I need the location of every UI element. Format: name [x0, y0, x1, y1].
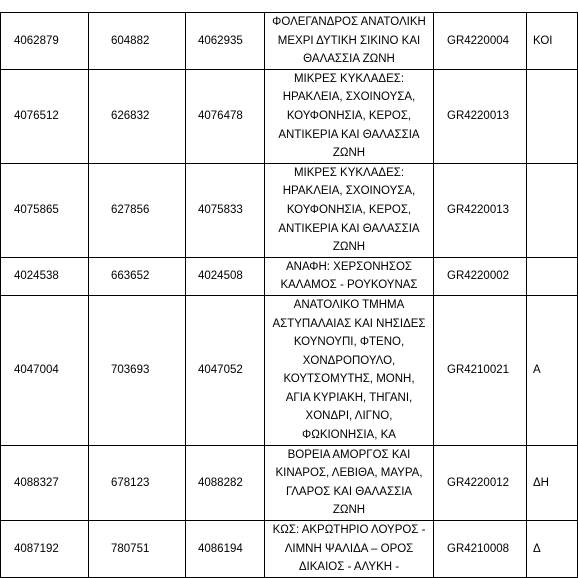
area-line: ΚΑΛΑΜΟΣ - ΡΟΥΚΟΥΝΑΣ [280, 279, 418, 292]
area-line: ΗΡΑΚΛΕΙΑ, ΣΧΟΙΝΟΥΣΑ, [282, 185, 416, 198]
cell-truncated: ΚΟΙ [527, 13, 578, 70]
cell-site-code: GR4220013 [434, 69, 527, 163]
table-body [1, 13, 578, 578]
cell-site-code: GR4220013 [434, 163, 527, 257]
cell-truncated [527, 69, 578, 163]
cell-truncated: Α [527, 295, 578, 445]
cell-id-3: 4076478 [186, 69, 265, 163]
cell-site-code: GR4220004 [434, 13, 527, 70]
area-line: ΒΟΡΕΙΑ ΑΜΟΡΓΟΣ ΚΑΙ [287, 448, 411, 461]
area-line: ΧΟΝΔΡΙ, ΛΙΓΝΟ, [305, 410, 393, 423]
table-row [1, 295, 578, 445]
table-row [1, 13, 578, 70]
table-row [1, 163, 578, 257]
cell-id-3: 4088282 [186, 445, 265, 520]
cell-id-2: 627856 [89, 163, 186, 257]
area-line: ΖΩΝΗ [332, 504, 366, 517]
cell-id-2: 678123 [89, 445, 186, 520]
cell-id-1: 4088327 [1, 445, 89, 520]
area-line: ΑΝΑΤΟΛΙΚΟ ΤΜΗΜΑ [293, 298, 405, 311]
area-line: ΚΟΥΝΟΥΠΙ, ΦΤΕΝΟ, [293, 336, 405, 349]
area-line: ΓΛΑΡΟΣ ΚΑΙ ΘΑΛΑΣΣΙΑ [285, 485, 413, 498]
area-line: ΜΙΚΡΕΣ ΚΥΚΛΑΔΕΣ: [293, 166, 405, 179]
area-line: ΘΑΛΑΣΣΙΑ ΖΩΝΗ [303, 53, 395, 66]
cell-site-code: GR4210021 [434, 295, 527, 445]
cell-id-2: 663652 [89, 257, 186, 295]
area-line: ΖΩΝΗ [332, 241, 366, 254]
cell-id-3: 4024508 [186, 257, 265, 295]
area-line: ΑΝΤΙΚΕΡΙΑ ΚΑΙ ΘΑΛΑΣΣΙΑ [278, 128, 420, 141]
area-line: ΑΣΤΥΠΑΛΑΙΑΣ ΚΑΙ ΝΗΣΙΔΕΣ [272, 317, 426, 330]
sites-table [0, 12, 578, 578]
area-line: ΧΟΝΔΡΟΠΟΥΛΟ, [302, 354, 396, 367]
cell-id-1: 4087192 [1, 521, 89, 578]
cell-area-name [265, 163, 434, 257]
area-line: ΜΙΚΡΕΣ ΚΥΚΛΑΔΕΣ: [293, 72, 405, 85]
table-row [1, 69, 578, 163]
table-row [1, 445, 578, 520]
table-row [1, 257, 578, 295]
cell-id-1: 4062879 [1, 13, 89, 70]
cell-site-code: GR4220002 [434, 257, 527, 295]
cell-id-3: 4047052 [186, 295, 265, 445]
cell-id-2: 604882 [89, 13, 186, 70]
area-line: ΗΡΑΚΛΕΙΑ, ΣΧΟΙΝΟΥΣΑ, [282, 91, 416, 104]
area-line: ΔΙΚΑΙΟΣ - ΑΛΥΚΗ - [298, 561, 400, 574]
area-line: ΖΩΝΗ [332, 147, 366, 160]
cell-truncated: Δ [527, 521, 578, 578]
area-line: ΚΟΥΤΣΟΜΥΤΗΣ, ΜΟΝΗ, [283, 373, 415, 386]
cell-site-code: GR4220012 [434, 445, 527, 520]
cell-id-1: 4075865 [1, 163, 89, 257]
cell-id-2: 703693 [89, 295, 186, 445]
area-line: ΚΩΣ: ΑΚΡΩΤΗΡΙΟ ΛΟΥΡΟΣ - [272, 524, 426, 537]
area-line: ΚΟΥΦΟΝΗΣΙΑ, ΚΕΡΟΣ, [286, 109, 412, 122]
cell-site-code: GR4210008 [434, 521, 527, 578]
area-line: ΑΓΙΑ ΚΥΡΙΑΚΗ, ΤΗΓΑΝΙ, [285, 391, 413, 404]
cell-truncated [527, 257, 578, 295]
cell-truncated [527, 163, 578, 257]
cell-id-1: 4076512 [1, 69, 89, 163]
area-line: ΛΙΜΝΗ ΨΑΛΙΔΑ – ΟΡΟΣ [284, 542, 414, 555]
cell-id-1: 4024538 [1, 257, 89, 295]
cell-id-3: 4062935 [186, 13, 265, 70]
area-line: ΦΟΛΕΓΑΝΔΡΟΣ ΑΝΑΤΟΛΙΚΗ [272, 16, 426, 28]
area-line: ΚΙΝΑΡΟΣ, ΛΕΒΙΘΑ, ΜΑΥΡΑ, [275, 467, 423, 480]
cell-id-3: 4075833 [186, 163, 265, 257]
cell-id-2: 626832 [89, 69, 186, 163]
cell-area-name [265, 521, 434, 578]
area-line: ΦΩΚΙΟΝΗΣΙΑ, ΚΑ [302, 429, 396, 442]
area-line: ΑΝΤΙΚΕΡΙΑ ΚΑΙ ΘΑΛΑΣΣΙΑ [278, 222, 420, 235]
cell-id-3: 4086194 [186, 521, 265, 578]
cell-id-1: 4047004 [1, 295, 89, 445]
cell-area-name [265, 69, 434, 163]
cell-area-name [265, 13, 434, 70]
cell-area-name [265, 257, 434, 295]
table-row [1, 521, 578, 578]
area-line: ΑΝΑΦΗ: ΧΕΡΣΟΝΗΣΟΣ [285, 260, 413, 273]
cell-truncated: ΔΗ [527, 445, 578, 520]
cell-area-name [265, 295, 434, 445]
area-line: ΚΟΥΦΟΝΗΣΙΑ, ΚΕΡΟΣ, [286, 203, 412, 216]
cell-id-2: 780751 [89, 521, 186, 578]
cell-area-name [265, 445, 434, 520]
area-line: ΜΕΧΡΙ ΔΥΤΙΚΗ ΣΙΚΙΝΟ ΚΑΙ [277, 34, 421, 47]
